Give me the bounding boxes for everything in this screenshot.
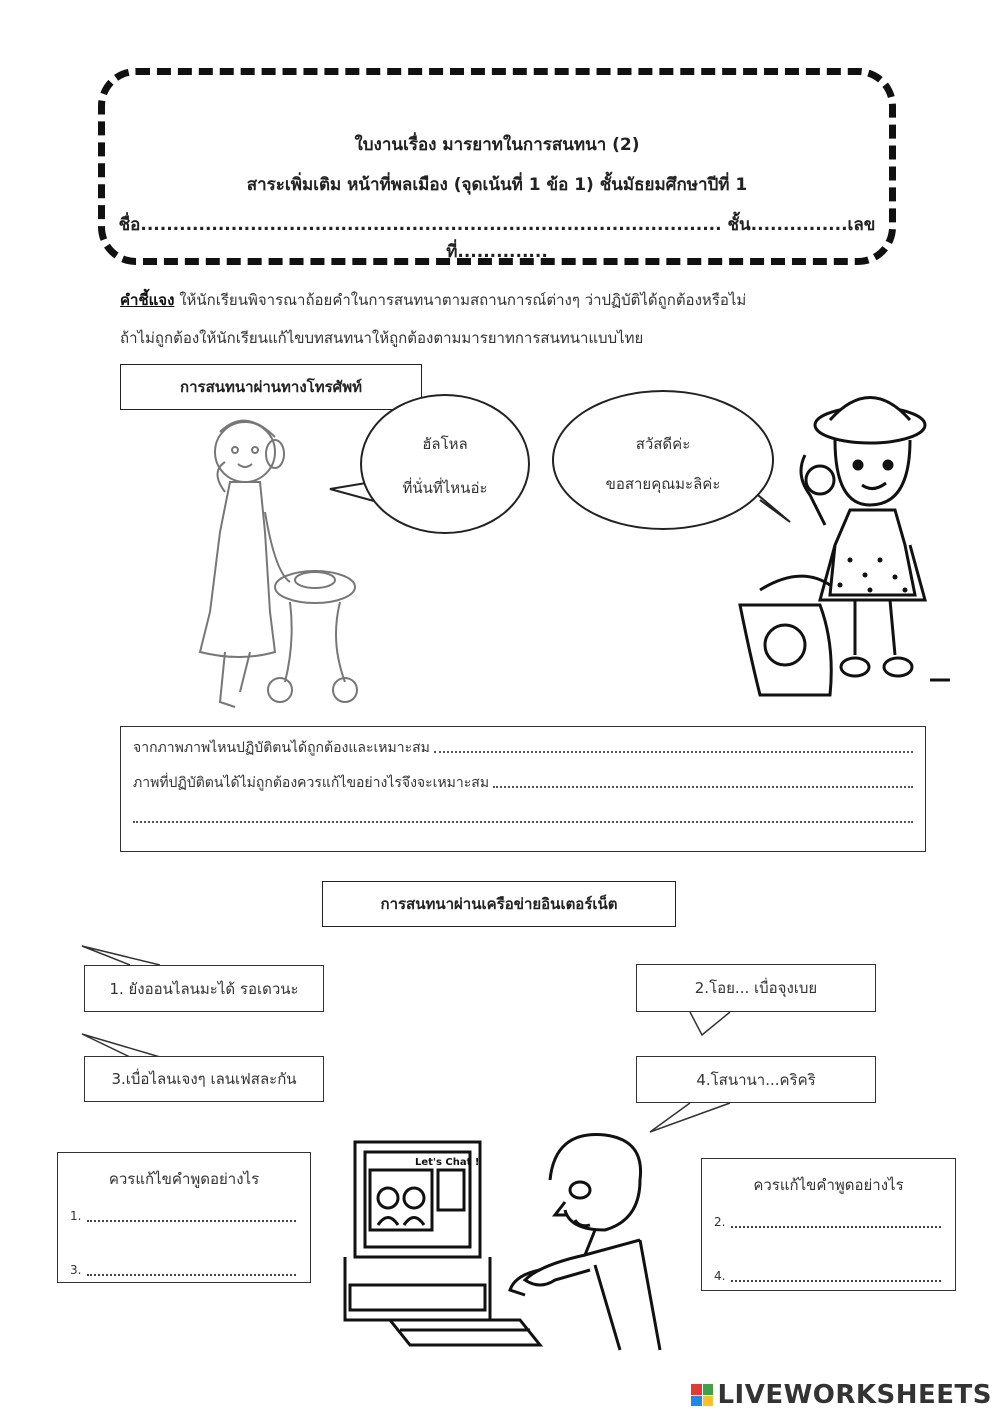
chat-bubble-1: 1. ยังออนไลนมะได้ รอเดวนะ (84, 965, 324, 1012)
answer-right-row-1 (714, 1215, 941, 1229)
phone-section-title: การสนทนาผ่านทางโทรศัพท์ (120, 364, 422, 410)
question-2: ภาพที่ปฏิบัติตนได้ไม่ถูกต้องควรแก้ไขอย่างไรจึงจะเหมาะสม (133, 775, 490, 791)
answer-box-right (701, 1158, 956, 1291)
answer-left-number-1: 1. (70, 1209, 82, 1223)
answer-right-line-2[interactable] (731, 1269, 941, 1282)
answer-right-row-2 (714, 1269, 941, 1283)
bubble-right-line-2: ขอสายคุณมะลิค่ะ (605, 475, 721, 493)
answer-left-row-2 (70, 1263, 296, 1277)
bubble-right-line-1: สวัสดีค่ะ (635, 435, 691, 453)
bubble-left-line-1: ฮัลโหล (422, 435, 468, 453)
answer-left-number-2: 3. (70, 1263, 82, 1277)
student-info-line: ชื่อ.......................................................................................... ชั้น...............เลขที่.............. (118, 215, 876, 262)
bubble-left-line-2: ที่นั่นที่ไหนอ่ะ (402, 479, 488, 497)
chat-bubble-2: 2.โอย... เบื่อจุงเบย (636, 964, 876, 1012)
answer-left-row-1 (70, 1209, 296, 1223)
answer-box-left (57, 1152, 311, 1283)
instructions-text-1: ให้นักเรียนพิจารณาถ้อยคำในการสนทนาตามสถานการณ์ต่างๆ ว่าปฏิบัติได้ถูกต้องหรือไม่ (174, 291, 747, 309)
boy-computer-illustration (340, 1120, 670, 1350)
answer-right-number-1: 2. (714, 1215, 726, 1229)
answer-box-right-title: ควรแก้ไขคำพูดอย่างไร (753, 1176, 904, 1194)
liveworksheets-logo (691, 1380, 992, 1410)
answer-left-line-1[interactable] (87, 1209, 296, 1222)
instructions-label: คำชี้แจง (120, 291, 175, 309)
answer-right-number-2: 4. (714, 1269, 726, 1283)
internet-section-title: การสนทนาผ่านเครือข่ายอินเตอร์เน็ต (322, 881, 676, 927)
answer-right-line-1[interactable] (731, 1215, 941, 1228)
chat-bubble-4: 4.โสนานา...คริคริ (636, 1056, 876, 1103)
worksheet-title: ใบงานเรื่อง มารยาทในการสนทนา (2) (354, 135, 640, 155)
screen-text: Let's Chat ! (415, 1157, 480, 1168)
worksheet-subject: สาระเพิ่มเติม หน้าที่พลเมือง (จุดเน้นที่ 1 ข้อ 1) ชั้นมัธยมศึกษาปีที่ 1 (246, 175, 748, 195)
answer-box-left-title: ควรแก้ไขคำพูดอย่างไร (108, 1170, 260, 1188)
answer-left-line-2[interactable] (87, 1263, 296, 1276)
chat-bubble-3: 3.เบื่อไลนเจงๆ เลนเฟสละกัน (84, 1056, 324, 1102)
brand-logo-icon (691, 1384, 713, 1406)
instructions-text-2: ถ้าไม่ถูกต้องให้นักเรียนแก้ไขบทสนทนาให้ถูกต้องตามมารยาทการสนทนาแบบไทย (120, 329, 644, 347)
question-1: จากภาพภาพไหนปฏิบัติตนได้ถูกต้องและเหมาะสม (133, 740, 430, 756)
brand-name: LIVEWORKSHEETS (717, 1380, 992, 1410)
